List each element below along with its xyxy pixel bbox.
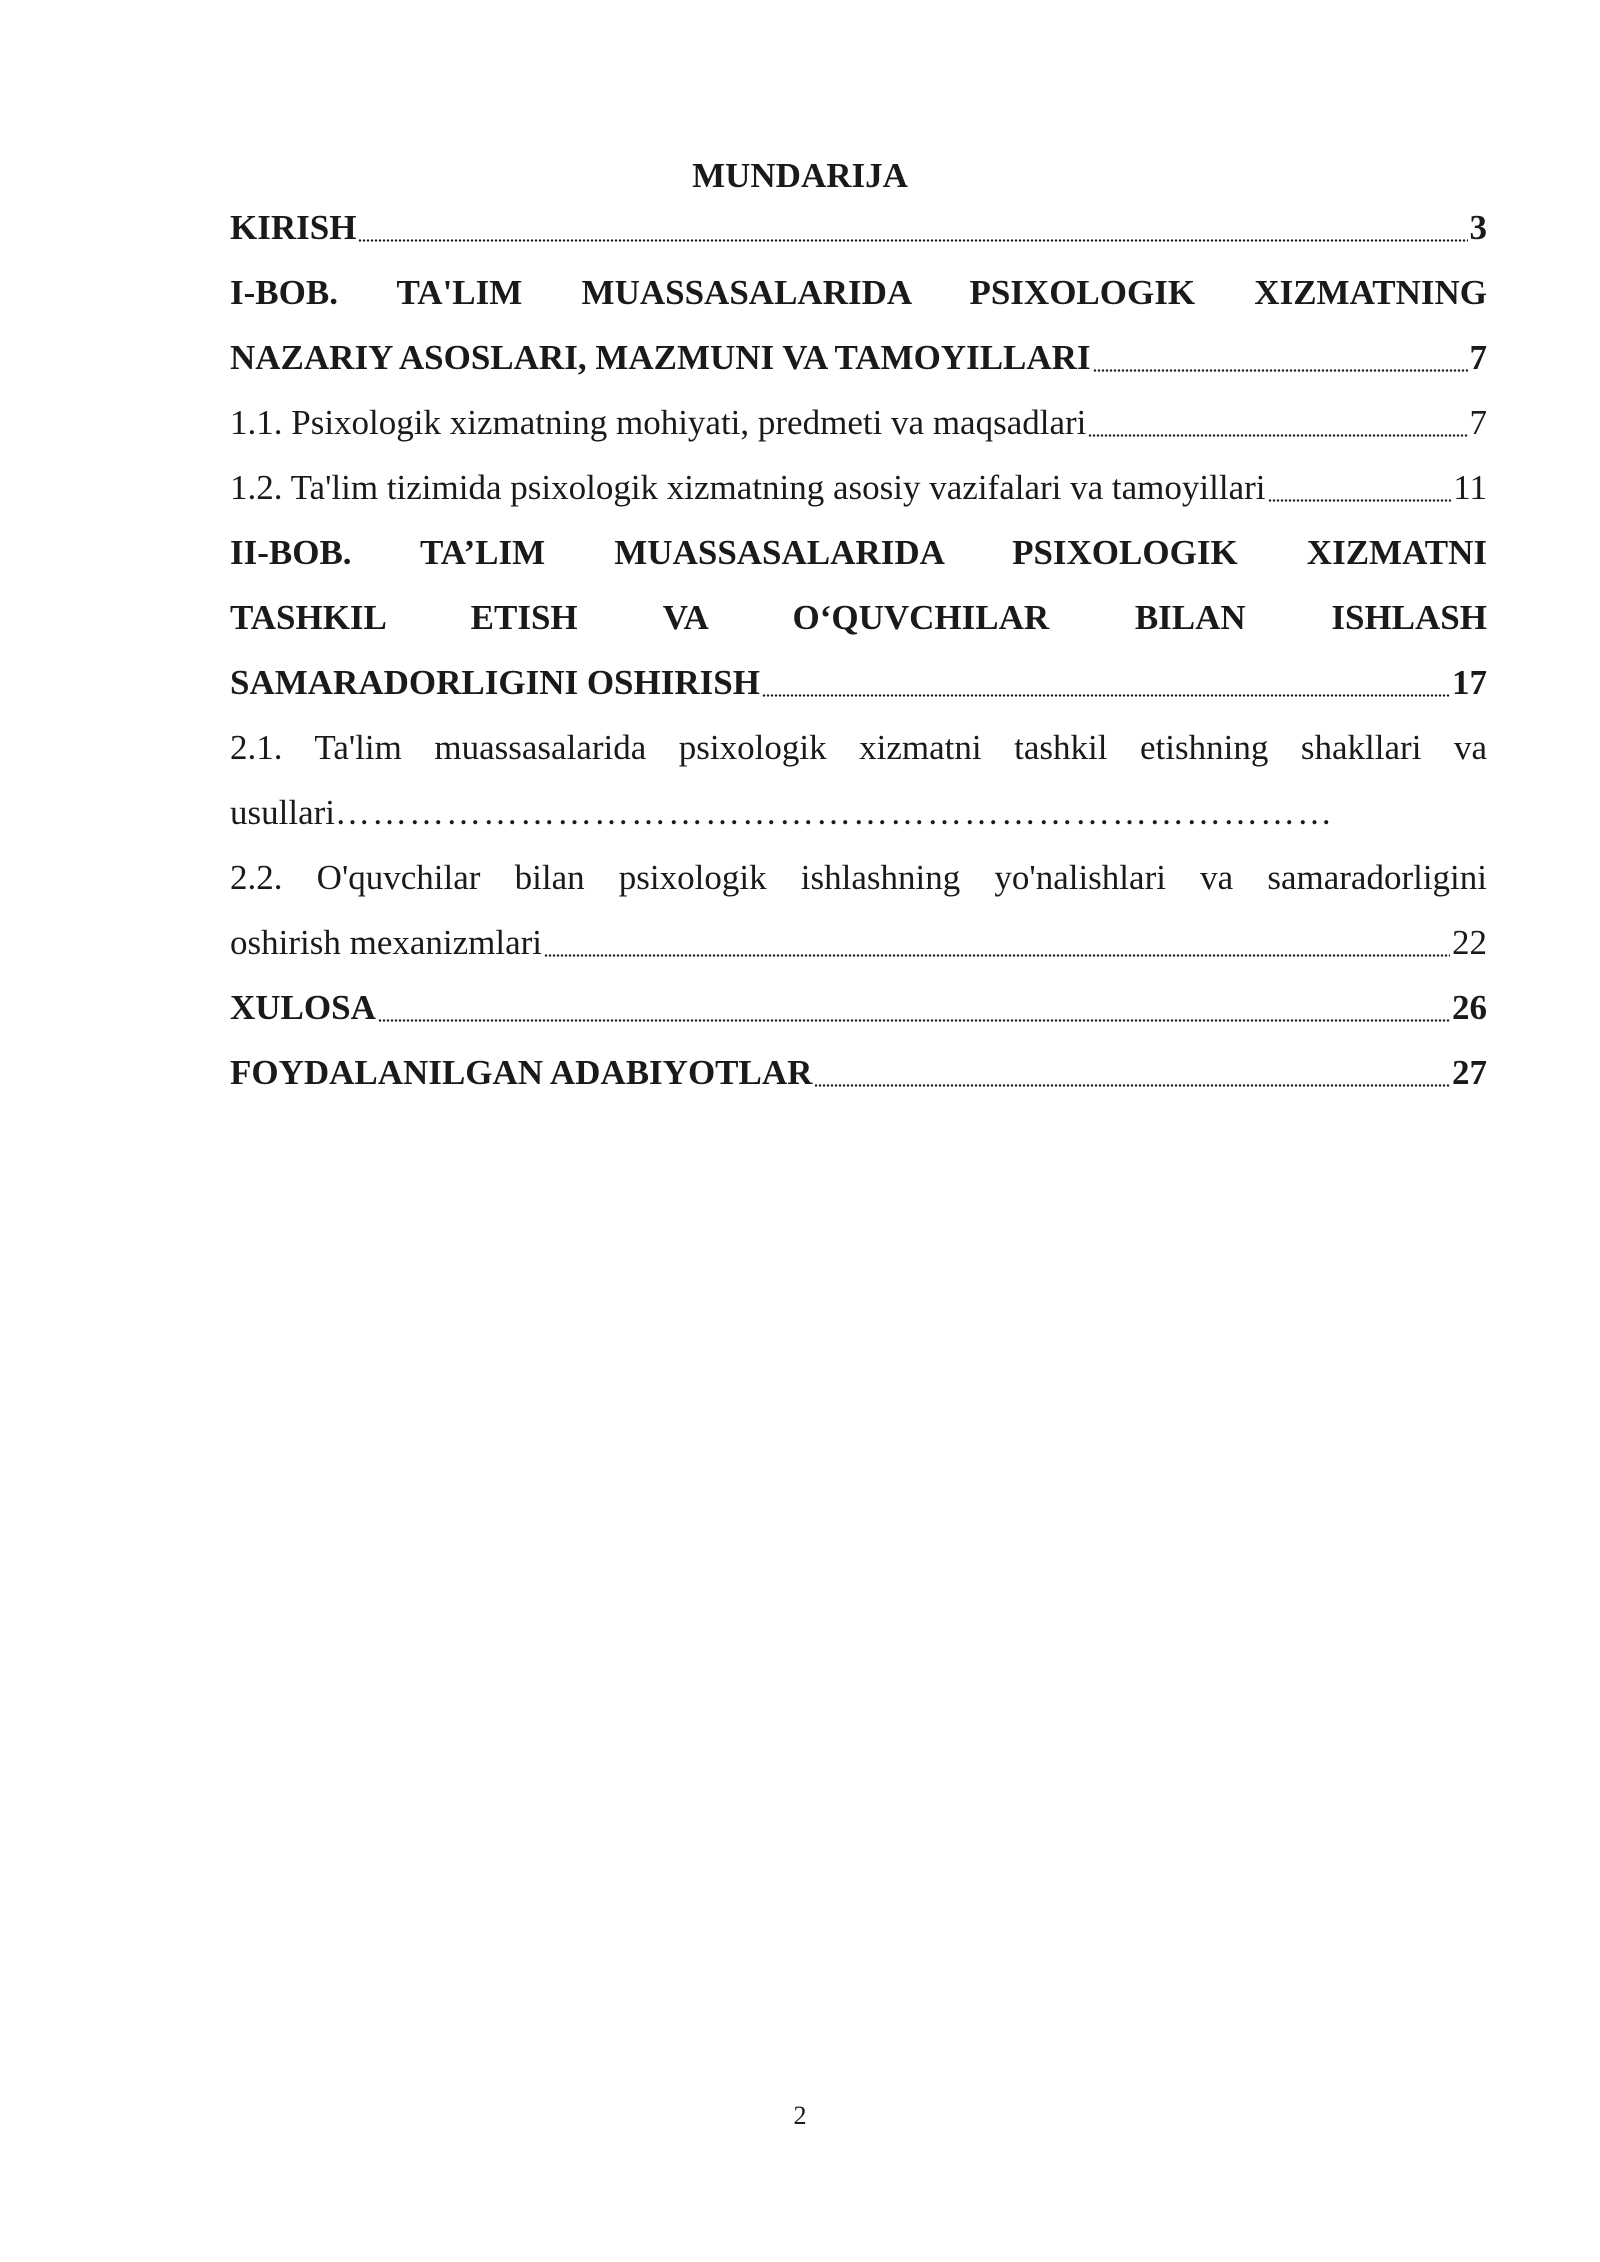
dot-leader (378, 1019, 1450, 1022)
dot-leader (1268, 499, 1452, 502)
toc-page-number: 26 (1452, 988, 1487, 1027)
dot-leader (762, 694, 1450, 697)
toc-entry-bob1[interactable] (230, 325, 1487, 390)
toc-entry-bob2-line2[interactable]: TASHKIL ETISH VA O‘QUVCHILAR BILAN ISHLASH (230, 598, 1487, 637)
toc-page-number: 27 (1452, 1053, 1487, 1092)
toc-entry-text: XULOSA (230, 988, 376, 1027)
page-number: 2 (793, 2101, 807, 2130)
dot-leader (1088, 434, 1467, 437)
toc-entry-1-1[interactable] (230, 390, 1487, 455)
dot-leader (1093, 369, 1468, 372)
toc-page-number: 3 (1469, 208, 1487, 247)
toc-entry-1-2[interactable] (230, 455, 1487, 520)
toc-entry-text: oshirish mexanizmlari (230, 923, 543, 962)
toc-entry-bob1-line1[interactable]: I-BOB. TA'LIM MUASSASALARIDA PSIXOLOGIK XIZMATNING (230, 273, 1487, 312)
toc-entry-text: 1.2. Ta'lim tizimida psixologik xizmatning asosiy vazifalari va tamoyillari (230, 468, 1266, 507)
table-of-contents (230, 195, 1487, 1105)
toc-entry-text: KIRISH (230, 208, 357, 247)
toc-page-number: 7 (1469, 403, 1487, 442)
toc-entry-text: NAZARIY ASOSLARI, MAZMUNI VA TAMOYILLARI (230, 338, 1091, 377)
dot-leader (544, 954, 1450, 957)
toc-entry-text: SAMARADORLIGINI OSHIRISH (230, 663, 760, 702)
toc-entry-xulosa[interactable] (230, 975, 1487, 1040)
toc-entry-2-2[interactable] (230, 910, 1487, 975)
toc-entry-2-1-line1[interactable]: 2.1. Ta'lim muassasalarida psixologik xizmatni tashkil etishning shakllari va (230, 728, 1487, 767)
dot-leader (358, 239, 1467, 242)
toc-title: MUNDARIJA (692, 156, 908, 195)
toc-page-number: 22 (1452, 923, 1487, 962)
dot-leader: ……………………………………………………………………… (334, 793, 1334, 832)
toc-entry-text: usullari (230, 793, 335, 832)
toc-entry-text: 1.1. Psixologik xizmatning mohiyati, predmeti va maqsadlari (230, 403, 1087, 442)
toc-entry-2-2-line1[interactable]: 2.2. O'quvchilar bilan psixologik ishlashning yo'nalishlari va samaradorligini (230, 858, 1487, 897)
toc-page-number: 7 (1469, 338, 1487, 377)
toc-entry-bob2[interactable] (230, 650, 1487, 715)
toc-page-number: 11 (1453, 468, 1487, 507)
dot-leader (814, 1084, 1450, 1087)
toc-page-number: 17 (1452, 663, 1487, 702)
toc-entry-2-1[interactable] (230, 780, 1487, 845)
toc-entry-bob2-line1[interactable]: II-BOB. TA’LIM MUASSASALARIDA PSIXOLOGIK XIZMATNI (230, 533, 1487, 572)
toc-entry-text: FOYDALANILGAN ADABIYOTLAR (230, 1053, 813, 1092)
toc-entry-kirish[interactable] (230, 195, 1487, 260)
toc-entry-adabiyotlar[interactable] (230, 1040, 1487, 1105)
